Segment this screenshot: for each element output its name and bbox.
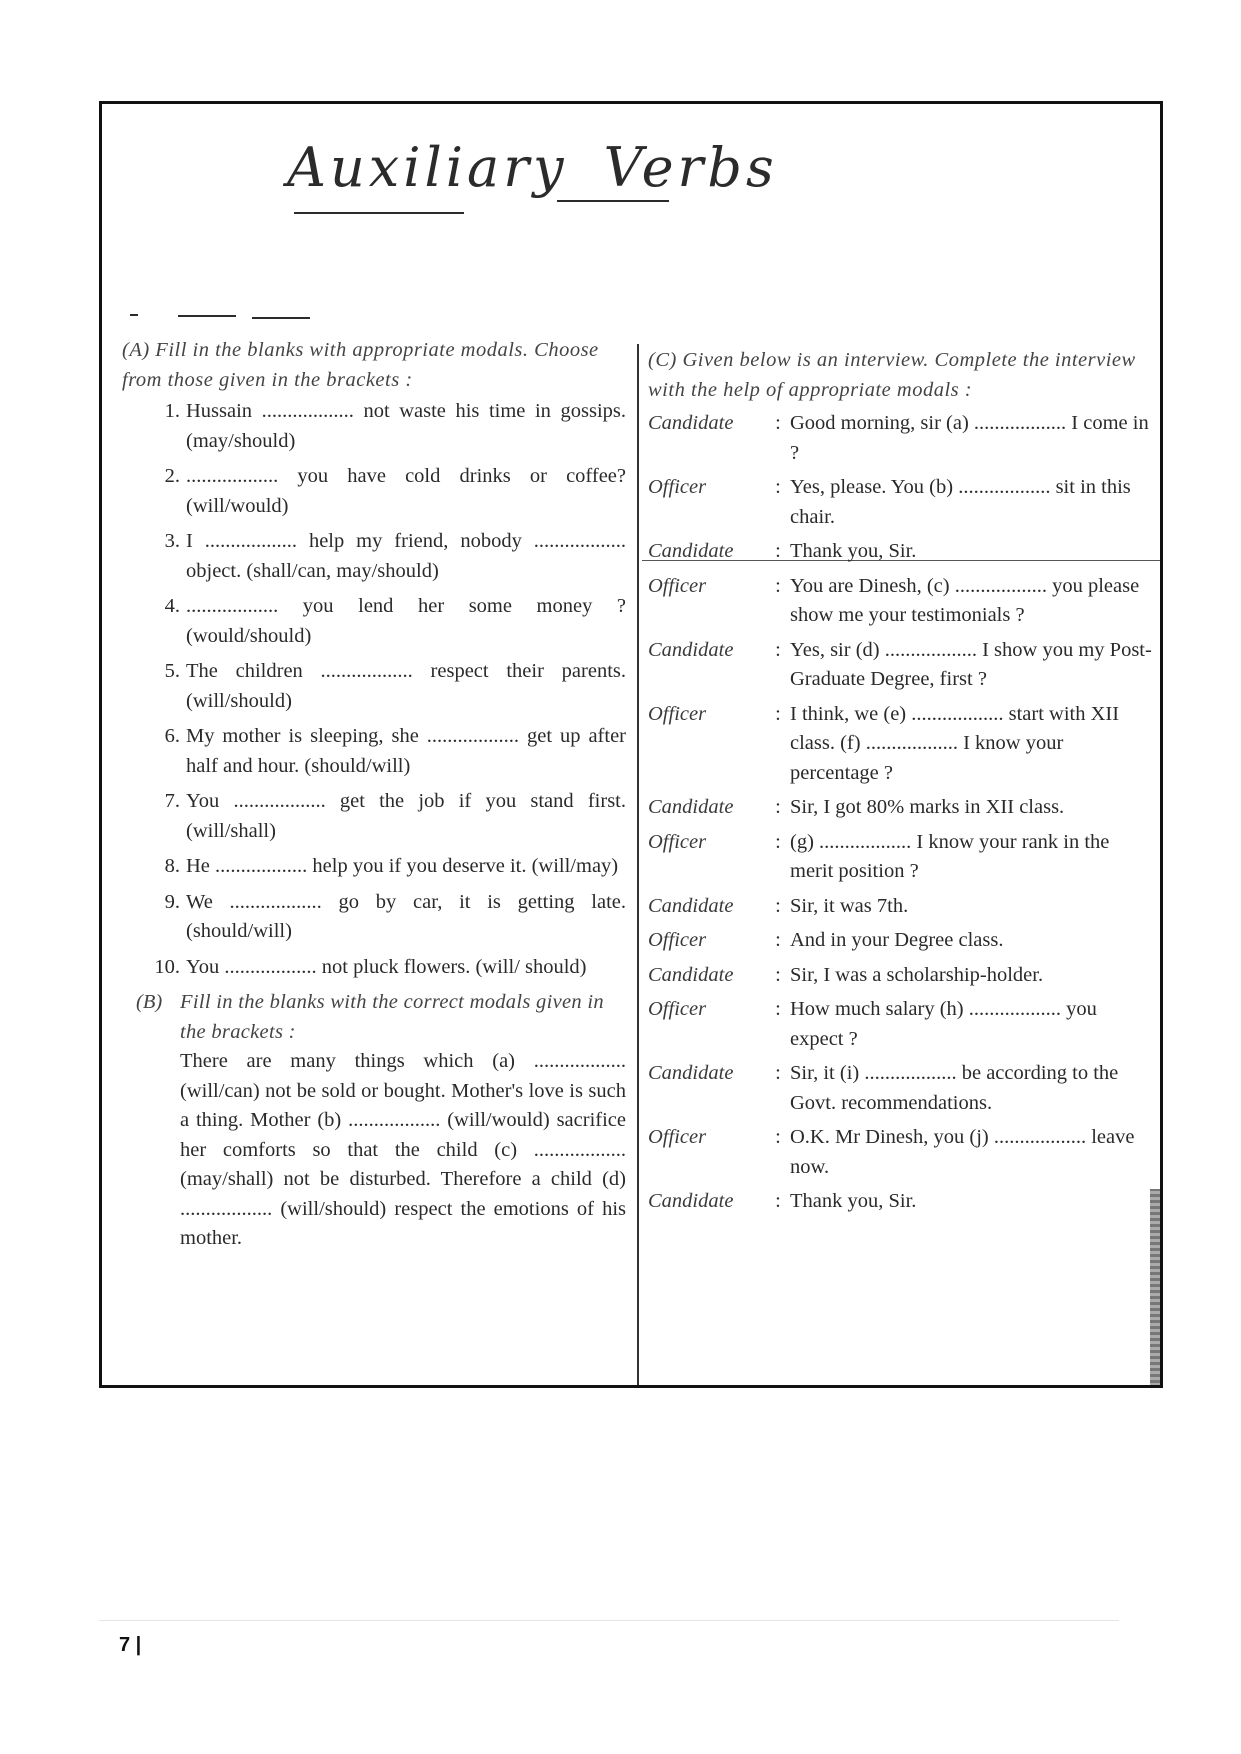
dialogue-text: Yes, please. You (b) .................. sit in this chair. <box>790 476 1131 528</box>
speaker-colon: : <box>775 1062 781 1084</box>
section-b-label: (B) <box>136 991 163 1013</box>
dialogue-line <box>648 1187 1153 1217</box>
dialogue-line <box>648 926 1153 956</box>
question-number: 2. <box>164 465 180 487</box>
question-item <box>122 722 626 781</box>
dialogue-text: Good morning, sir (a) .................. I come in ? <box>790 412 1149 464</box>
section-b-header <box>122 988 626 1047</box>
question-number: 1. <box>164 400 180 422</box>
question-number: 8. <box>164 855 180 877</box>
speaker-colon: : <box>775 540 781 562</box>
dialogue-line <box>648 700 1153 789</box>
question-item <box>122 888 626 947</box>
title-underline-1 <box>294 212 464 214</box>
dialogue-text: Thank you, Sir. <box>790 1190 917 1212</box>
title-underline-2 <box>557 200 669 202</box>
speaker-colon: : <box>775 830 781 853</box>
dialogue-text: How much salary (h) .................. you expect ? <box>790 998 1097 1050</box>
decorative-dash <box>178 315 236 317</box>
worksheet-title <box>287 136 778 199</box>
dialogue-line <box>648 537 1153 567</box>
speaker-colon: : <box>775 894 781 917</box>
section-a-question-list <box>122 397 626 982</box>
question-item <box>122 397 626 456</box>
dialogue-line <box>648 961 1153 991</box>
speaker-name: Candidate <box>648 1062 734 1084</box>
speaker-name: Officer <box>648 830 707 853</box>
speaker-colon: : <box>775 963 781 986</box>
section-b-paragraph: There are many things which (a) .................. (will/can) not be sold or bought. Mother's love is such a thing. Mother (b) .................. (will/would) sacrifice her comforts so that the child (c) .................. (may/shall) not be disturbed. Therefore a child (d) .................. (will/should) respect the emotions of his mother. <box>180 1050 626 1249</box>
speaker-colon: : <box>775 476 781 498</box>
speaker-name: Candidate <box>648 540 734 562</box>
right-column <box>648 346 1153 1222</box>
dialogue-text: O.K. Mr Dinesh, you (j) .................. leave now. <box>790 1126 1135 1178</box>
speaker-colon: : <box>775 796 781 818</box>
speaker-name: Candidate <box>648 963 734 986</box>
speaker-name: Officer <box>648 998 707 1020</box>
question-number: 10. <box>154 955 180 978</box>
page-number: 7 | <box>119 1634 142 1656</box>
question-text: .................. you lend her some money ? (would/should) <box>186 595 626 647</box>
question-text: You .................. not pluck flowers. (will/ should) <box>186 955 587 978</box>
dialogue-line <box>648 793 1153 823</box>
dialogue-text: Thank you, Sir. <box>790 540 917 562</box>
speaker-name: Candidate <box>648 1190 734 1212</box>
speaker-name: Officer <box>648 929 707 951</box>
dialogue-line <box>648 636 1153 695</box>
speaker-name: Candidate <box>648 796 734 818</box>
speaker-name: Candidate <box>648 638 734 661</box>
question-number: 4. <box>164 595 180 617</box>
question-item <box>122 657 626 716</box>
dialogue-text: I think, we (e) .................. start with XII class. (f) .................. I know your percentage ? <box>790 702 1120 784</box>
speaker-name: Candidate <box>648 894 734 917</box>
question-item <box>122 787 626 846</box>
section-c-instruction: (C) Given below is an interview. Complete the interview with the help of appropriate modals : <box>648 349 1136 401</box>
speaker-name: Officer <box>648 702 707 725</box>
speaker-name: Candidate <box>648 412 734 434</box>
question-text: He .................. help you if you deserve it. (will/may) <box>186 855 619 877</box>
question-text: The children .................. respect their parents. (will/should) <box>186 660 626 712</box>
speaker-name: Officer <box>648 476 707 498</box>
dialogue-line <box>648 572 1153 631</box>
dialogue-text: Sir, I got 80% marks in XII class. <box>790 796 1065 818</box>
question-number: 5. <box>164 660 180 682</box>
dialogue-text: Yes, sir (d) .................. I show you my Post-Graduate Degree, first ? <box>790 638 1152 690</box>
speaker-colon: : <box>775 929 781 951</box>
decorative-dash <box>130 314 138 316</box>
speaker-colon: : <box>775 702 781 725</box>
speaker-name: Officer <box>648 574 707 597</box>
section-b-instruction: Fill in the blanks with the correct modals given in the brackets : <box>180 991 604 1043</box>
question-text: I .................. help my friend, nobody .................. object. (shall/can, may/should) <box>186 530 626 582</box>
speaker-colon: : <box>775 1190 781 1212</box>
speaker-name: Officer <box>648 1126 707 1148</box>
question-number: 7. <box>164 790 180 812</box>
dialogue-text: Sir, I was a scholarship-holder. <box>790 963 1044 986</box>
question-number: 9. <box>164 890 180 913</box>
dialogue-line <box>648 995 1153 1054</box>
question-item <box>122 462 626 521</box>
dialogue-text: And in your Degree class. <box>790 929 1004 951</box>
section-a-instruction: (A) Fill in the blanks with appropriate modals. Choose from those given in the brackets : <box>122 339 599 391</box>
dialogue-text: Sir, it was 7th. <box>790 894 909 917</box>
dialogue-line <box>648 409 1153 468</box>
question-item <box>122 953 626 983</box>
question-text: My mother is sleeping, she .................. get up after half and hour. (should/will) <box>186 725 626 777</box>
decorative-dash <box>252 317 310 319</box>
dialogue-line <box>648 1123 1153 1182</box>
dialogue-line <box>648 1059 1153 1118</box>
dialogue-line <box>648 892 1153 922</box>
dialogue-text: Sir, it (i) .................. be according to the Govt. recommendations. <box>790 1062 1119 1114</box>
question-number: 6. <box>164 725 180 747</box>
title-word-2: Verbs <box>603 136 778 199</box>
interview-dialogue <box>648 409 1153 1217</box>
speaker-colon: : <box>775 998 781 1020</box>
speaker-colon: : <box>775 638 781 661</box>
speaker-colon: : <box>775 1126 781 1148</box>
speaker-colon: : <box>775 412 781 434</box>
question-text: .................. you have cold drinks or coffee? (will/would) <box>186 465 626 517</box>
column-divider <box>637 344 639 1388</box>
title-word-1: Auxiliary <box>287 136 568 199</box>
worksheet-frame <box>99 101 1163 1388</box>
dialogue-text: You are Dinesh, (c) .................. you please show me your testimonials ? <box>790 574 1140 626</box>
question-text: Hussain .................. not waste his time in gossips. (may/should) <box>186 400 626 452</box>
left-column <box>122 336 626 1254</box>
question-number: 3. <box>164 530 180 552</box>
question-item <box>122 527 626 586</box>
dialogue-line <box>648 473 1153 532</box>
question-item <box>122 592 626 651</box>
footer-rule <box>99 1620 1119 1621</box>
dialogue-text: (g) .................. I know your rank in the merit position ? <box>790 830 1110 882</box>
question-text: We .................. go by car, it is getting late. (should/will) <box>186 890 626 942</box>
question-text: You .................. get the job if you stand first. (will/shall) <box>186 790 626 842</box>
question-item <box>122 852 626 882</box>
speaker-colon: : <box>775 574 781 597</box>
dialogue-line <box>648 828 1153 887</box>
